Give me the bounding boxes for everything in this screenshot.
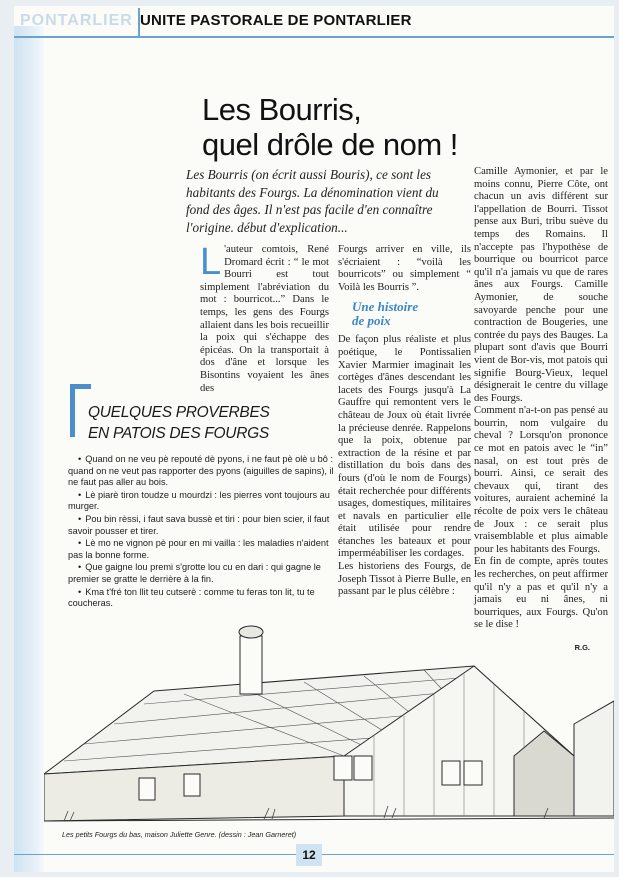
- drawing-caption: Les petits Fourgs du bas, maison Juliette Genre. (dessin : Jean Garneret): [62, 830, 297, 839]
- proverbs-list: [68, 454, 336, 611]
- article-title: [202, 92, 532, 162]
- column-3-paragraph-2: Comment n'a-t-on pas pensé au bourrin, nom vulgaire du cheval ? Lorsqu'on prononce ce mot en patois avec le “in” nasal, on est tout près de bourri. Ainsi, ce serait des chevaux qui, tirant des voitures, auraient acheminé la récolte de poix vers le château de Joux : ce serait plus vraisemblable et plus aimable pour les habitants des Fourgs.: [474, 405, 608, 555]
- proverb-item: • Kma t'fré ton llit teu cutserè : comme tu feras ton lit, tu te coucheras.: [68, 587, 336, 610]
- proverb-item: • Quand on ne veu pè repouté dè pyons, i ne faut pè olè u bô : quand on ne veut pas rapporter des pyons (aiguilles de sapins), il ne faut pas aller au bois.: [68, 454, 336, 489]
- proverbs-title-line2: EN PATOIS DES FOURGS: [88, 425, 269, 442]
- column-1-text: 'auteur comtois, René Dromard écrit : “ le mot Bourri est tout simplement l'abréviation du mot : bourricot...” Dans le temps, les gens des Fourgs allaient dans les bois recueillir la poix qui s'échappe des épicéas. On la transportait à dos d'âne et lorsque les Bisontins voyaient les ânes des: [200, 244, 329, 394]
- article-lead: Les Bourris (on écrit aussi Bouris), ce sont les habitants des Fourgs. La dénomination vient du fond des âges. Il n'est pas facile d'en connaître l'origine. début d'explication...: [186, 167, 439, 235]
- author-signature: R.G.: [574, 642, 590, 652]
- farmhouse-drawing: [44, 606, 614, 826]
- left-margin-band: [14, 26, 44, 872]
- column-2-paragraph-2: De façon plus réaliste et plus poétique, le Pontissalien Xavier Marmier imaginait les cortèges d'ânes descendant les lacets des Fourgs jusqu'à La Gauffre qui remontent vers le château de Joux où était livrée la précieuse denrée. Rappelons que la poix, obtenue par extraction de la résine et par distillation du bois dans des fours (d'où le nom de Fourgs) était recherchée pour différents usages, domestiques, militaires et navals en particulier elle était utilisée pour rendre étanches les bateaux et pour imperméabiliser les cordages.: [338, 334, 471, 560]
- proverbs-title: [88, 402, 270, 444]
- article-column-3: [474, 166, 608, 655]
- article-title-line1: Les Bourris,: [202, 92, 362, 127]
- section-subheading: [352, 300, 471, 328]
- article-column-2: [338, 244, 471, 599]
- magazine-page: [14, 6, 614, 872]
- article-column-1: [200, 241, 329, 395]
- proverb-item: • Pou bin rèssi, i faut sava bussè et tiri : pour bien scier, il faut savoir pousser et tirer.: [68, 514, 336, 537]
- subheading-line1: Une histoire: [352, 299, 419, 315]
- column-2-paragraph-1: Fourgs arriver en ville, ils s'écriaient : “voilà les bourricots” ou simplement “ Voilà les Bourris ”.: [338, 244, 471, 293]
- article-title-line2: quel drôle de nom !: [202, 127, 458, 162]
- column-3-paragraph-3: En fin de compte, après toutes les recherches, on peut affirmer qu'il n'y a pas et qu'il n'y a jamais eu ni ânes, ni bourriques, aux Fourgs. Qu'on se le dise !: [474, 556, 608, 631]
- page-number: 12: [296, 844, 322, 866]
- page-header: [14, 6, 614, 38]
- subheading-line2: de poix: [352, 313, 391, 329]
- column-2-paragraph-3: Les historiens des Fourgs, de Joseph Tissot à Pierre Bulle, en passant par le plus célèbre :: [338, 561, 472, 598]
- header-ghost-text: PONTARLIER: [20, 12, 133, 29]
- proverb-item: • Lè piarè tiron toudze u mourdzi : les pierres vont toujours au murger.: [68, 490, 336, 513]
- column-3-paragraph-1: Camille Aymonier, et par le moins connu, Pierre Côte, ont chacun un avis différent sur l'appellation de Bourri. Tissot pense aux Buri, tribu suève du temps des Romains. Il n'accepte pas l'hypothèse de bourrique ou bourricot parce qu'il n'a jamais vu que de rares ânes aux Fourgs. Camille Aymonier, de souche savoyarde penche pour une contraction de Bougeries, une contrée du pays des Bauges. La plupart sont d'avis que Bourri vient de Bor-vis, mot patois qui signifie Bourg-Vieux, lequel désignerait le centre du village des Fourgs.: [474, 166, 608, 404]
- drop-cap: L: [200, 241, 222, 283]
- proverbs-title-line1: QUELQUES PROVERBES: [88, 404, 270, 421]
- header-title: UNITE PASTORALE DE PONTARLIER: [140, 12, 412, 29]
- proverb-item: • Lè mo ne vignon pè pour en mi vailla : les maladies n'aident pas la bonne forme.: [68, 538, 336, 561]
- proverb-item: • Que gaigne lou premi s'grotte lou cu en dari : qui gagne le premier se gratte le derrière à la fin.: [68, 562, 336, 585]
